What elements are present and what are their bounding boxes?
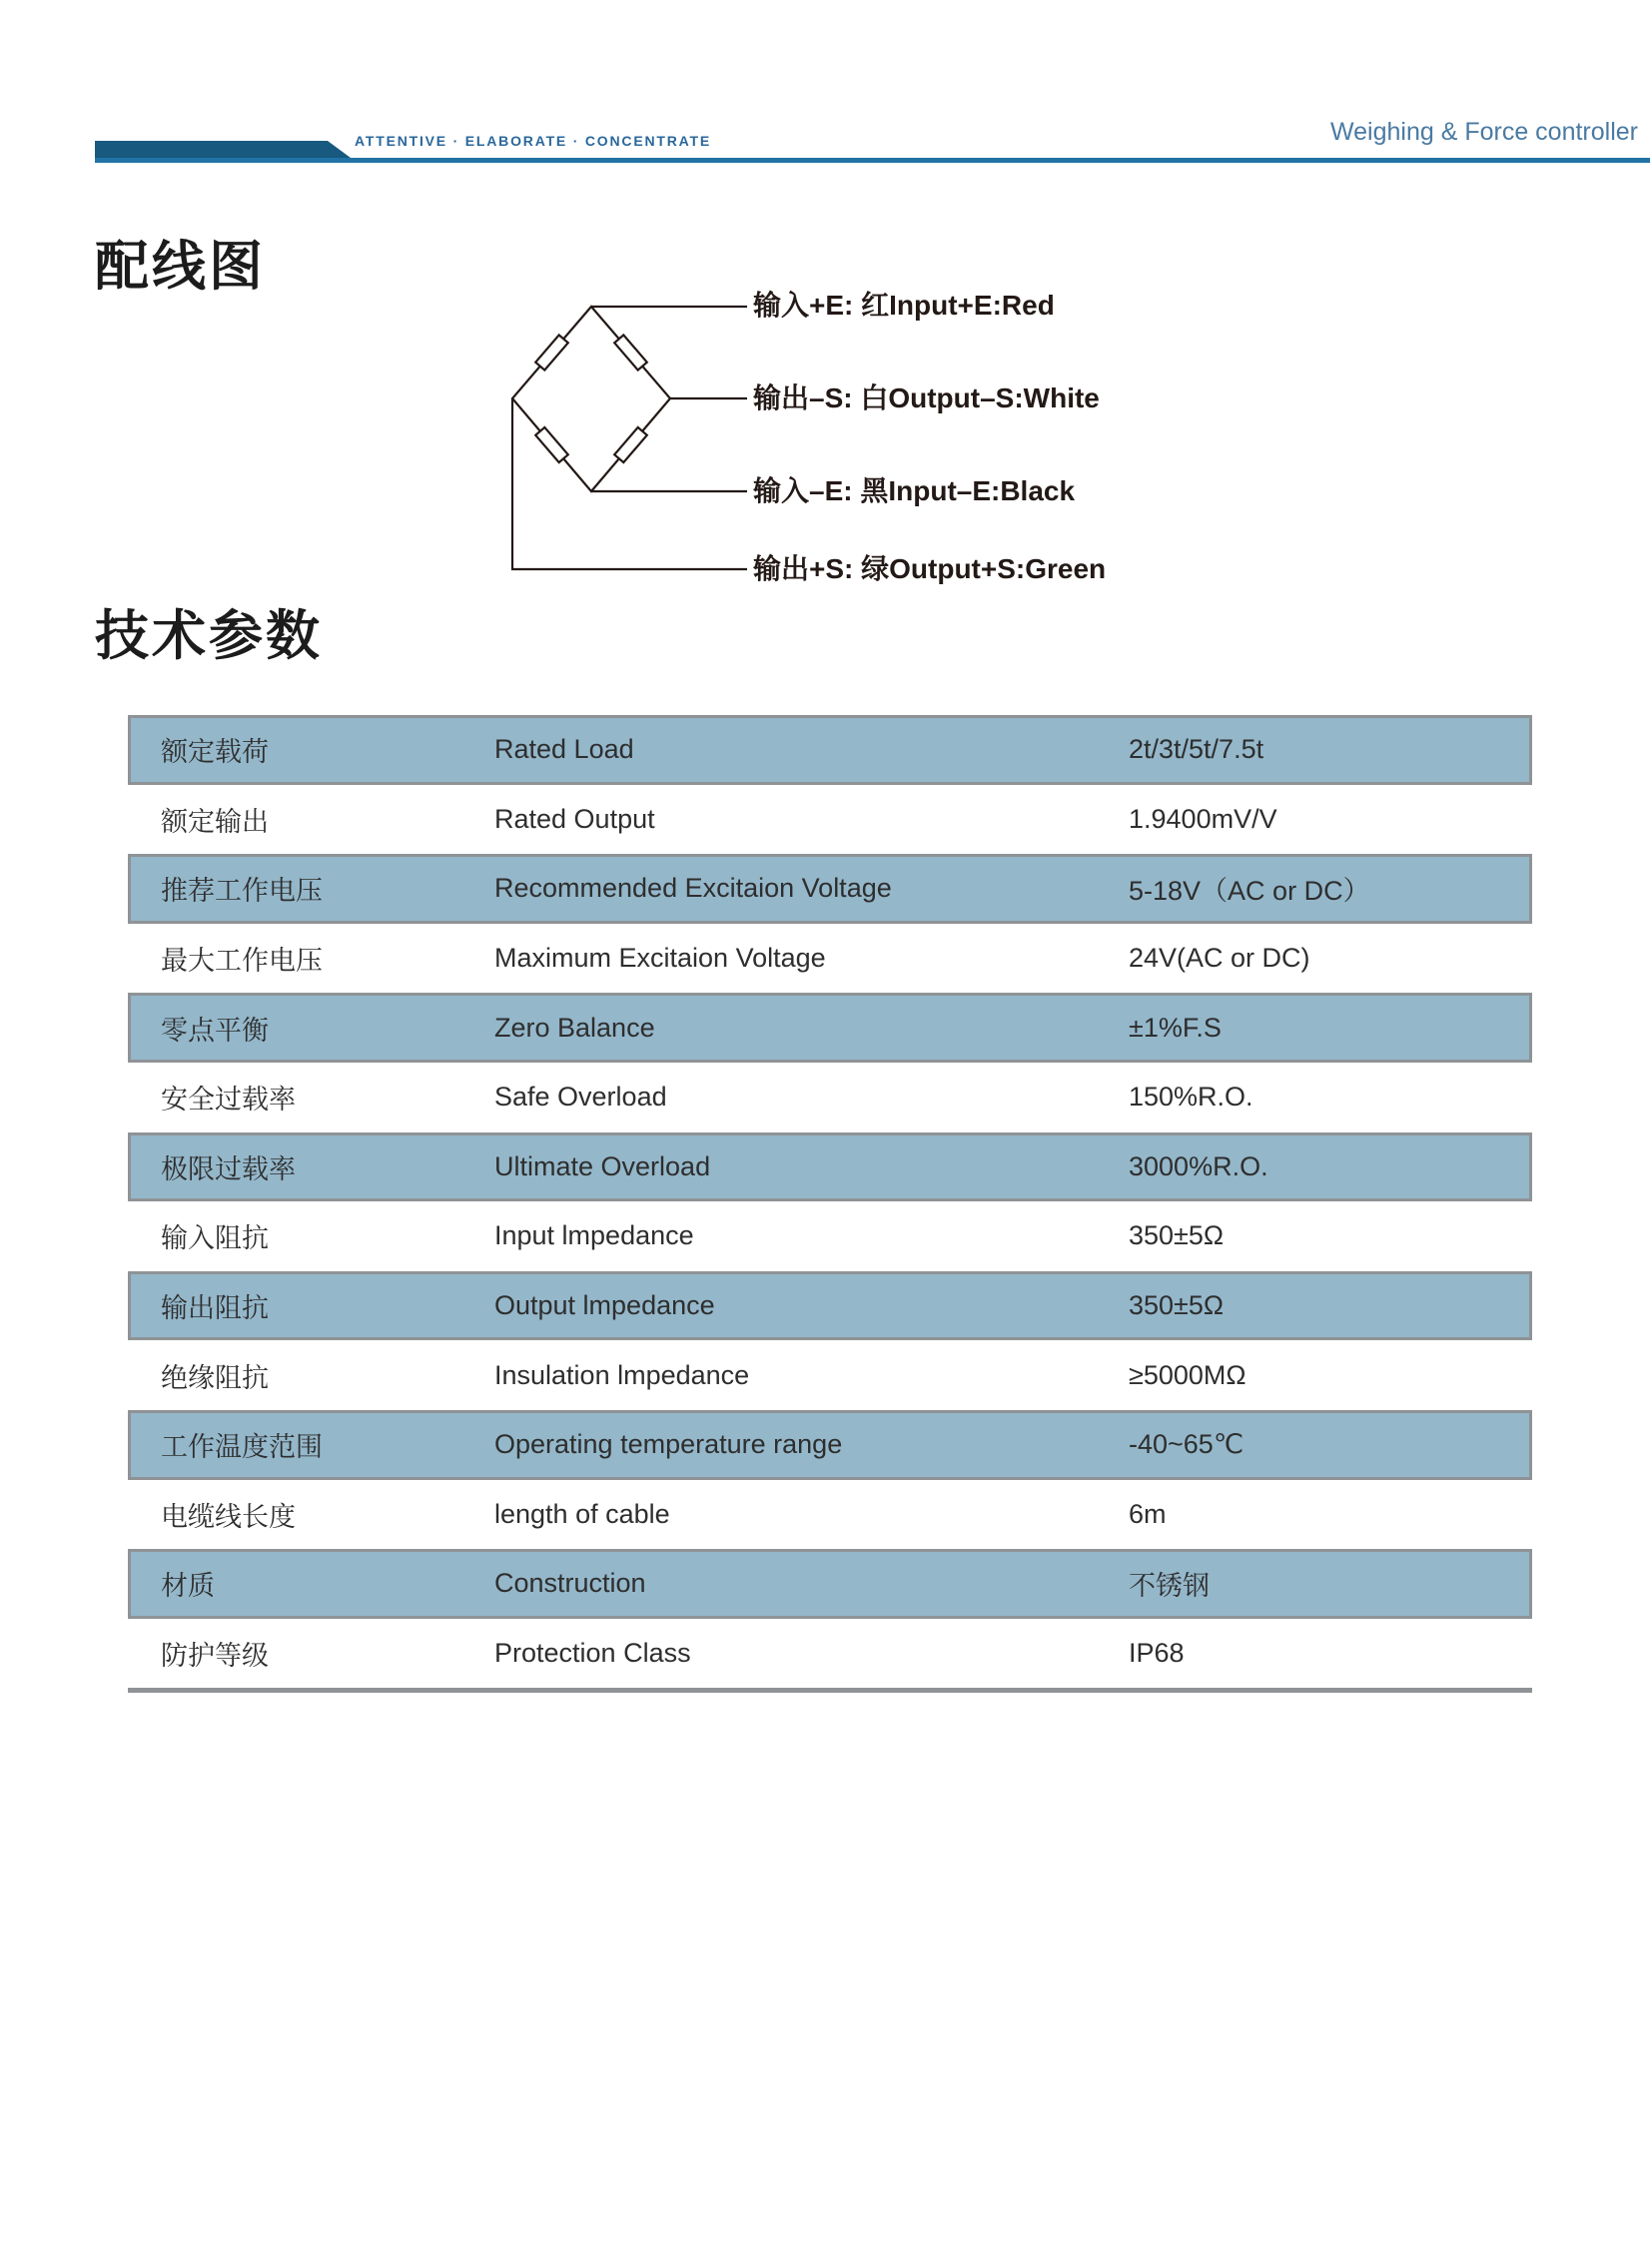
header-rule-line bbox=[95, 158, 1650, 163]
spec-value: 1.9400mV/V bbox=[1129, 803, 1277, 834]
table-row bbox=[128, 1619, 1532, 1689]
spec-name-en: length of cable bbox=[494, 1498, 670, 1529]
spec-name-en: Rated Output bbox=[494, 803, 655, 834]
table-row bbox=[128, 715, 1532, 785]
spec-name-cn: 绝缘阻抗 bbox=[161, 1362, 269, 1393]
table-row bbox=[128, 1201, 1532, 1271]
spec-value: IP68 bbox=[1129, 1638, 1185, 1669]
spec-name-cn: 电缆线长度 bbox=[161, 1501, 296, 1532]
table-row bbox=[128, 1549, 1532, 1619]
resistor-top-right bbox=[614, 335, 647, 370]
header-brand-text: Weighing & Force controller bbox=[1329, 118, 1638, 146]
spec-name-en: Rated Load bbox=[494, 734, 634, 765]
bridge-diamond bbox=[512, 307, 670, 491]
table-row bbox=[128, 1271, 1532, 1341]
spec-value: 24V(AC or DC) bbox=[1129, 943, 1310, 974]
spec-value: ≥5000MΩ bbox=[1129, 1359, 1246, 1390]
spec-name-cn: 输入阻抗 bbox=[161, 1223, 269, 1254]
table-row bbox=[128, 1132, 1532, 1202]
spec-value: 150%R.O. bbox=[1129, 1082, 1253, 1113]
spec-name-cn: 推荐工作电压 bbox=[161, 876, 323, 907]
spec-name-en: Output lmpedance bbox=[494, 1290, 715, 1321]
spec-value: 350±5Ω bbox=[1129, 1220, 1225, 1251]
spec-value: 3000%R.O. bbox=[1129, 1150, 1268, 1181]
table-row bbox=[128, 993, 1532, 1063]
wheatstone-bridge-diagram bbox=[459, 280, 779, 589]
spec-name-cn: 零点平衡 bbox=[161, 1015, 269, 1046]
spec-value: 2t/3t/5t/7.5t bbox=[1129, 734, 1264, 765]
spec-value: 350±5Ω bbox=[1129, 1290, 1225, 1321]
table-row bbox=[128, 854, 1532, 924]
spec-name-en: Input lmpedance bbox=[494, 1220, 694, 1251]
table-row bbox=[128, 1480, 1532, 1550]
table-row bbox=[128, 924, 1532, 994]
spec-name-en: Construction bbox=[494, 1568, 646, 1599]
spec-name-en: Ultimate Overload bbox=[494, 1150, 711, 1181]
spec-name-cn: 工作温度范围 bbox=[161, 1432, 323, 1463]
header-tagline: ATTENTIVE · ELABORATE · CONCENTRATE bbox=[355, 133, 711, 149]
header-accent-parallelogram bbox=[95, 141, 351, 158]
table-row bbox=[128, 1063, 1532, 1132]
spec-table bbox=[128, 715, 1532, 1693]
bridge-lead-left bbox=[512, 398, 747, 569]
resistor-top-left bbox=[535, 335, 568, 370]
table-row bbox=[128, 1410, 1532, 1480]
spec-name-cn: 最大工作电压 bbox=[161, 946, 323, 977]
spec-name-en: Maximum Excitaion Voltage bbox=[494, 943, 826, 974]
spec-name-cn: 材质 bbox=[161, 1571, 215, 1602]
spec-name-cn: 安全过载率 bbox=[161, 1085, 296, 1116]
specs-section-title: 技术参数 bbox=[95, 606, 323, 666]
wire-label-input-minus-e: 输入–E: 黑Input–E:Black bbox=[753, 475, 1076, 506]
spec-name-en: Insulation lmpedance bbox=[494, 1359, 750, 1390]
wire-label-input-plus-e: 输入+E: 红Input+E:Red bbox=[753, 290, 1055, 321]
wiring-section-title: 配线图 bbox=[95, 237, 266, 297]
table-row bbox=[128, 1340, 1532, 1410]
table-bottom-border bbox=[128, 1688, 1532, 1693]
spec-name-cn: 防护等级 bbox=[161, 1641, 269, 1672]
spec-name-cn: 极限过载率 bbox=[161, 1153, 296, 1184]
spec-name-en: Operating temperature range bbox=[494, 1429, 843, 1460]
spec-value: ±1%F.S bbox=[1129, 1012, 1222, 1043]
resistor-bottom-left bbox=[535, 427, 568, 462]
spec-value: -40~65℃ bbox=[1129, 1429, 1244, 1460]
spec-name-cn: 额定载荷 bbox=[161, 737, 269, 768]
resistor-bottom-right bbox=[614, 427, 647, 462]
spec-value: 不锈钢 bbox=[1129, 1571, 1210, 1602]
spec-name-en: Zero Balance bbox=[494, 1012, 655, 1043]
spec-name-cn: 输出阻抗 bbox=[161, 1293, 269, 1324]
table-row bbox=[128, 785, 1532, 855]
spec-value: 6m bbox=[1129, 1498, 1167, 1529]
spec-name-cn: 额定输出 bbox=[161, 806, 269, 837]
wire-label-output-minus-s: 输出–S: 白Output–S:White bbox=[753, 382, 1100, 413]
spec-value: 5-18V（AC or DC） bbox=[1129, 876, 1370, 907]
wire-label-output-plus-s: 输出+S: 绿Output+S:Green bbox=[753, 553, 1107, 584]
spec-name-en: Safe Overload bbox=[494, 1082, 667, 1113]
spec-name-en: Recommended Excitaion Voltage bbox=[494, 873, 892, 904]
spec-name-en: Protection Class bbox=[494, 1638, 691, 1669]
